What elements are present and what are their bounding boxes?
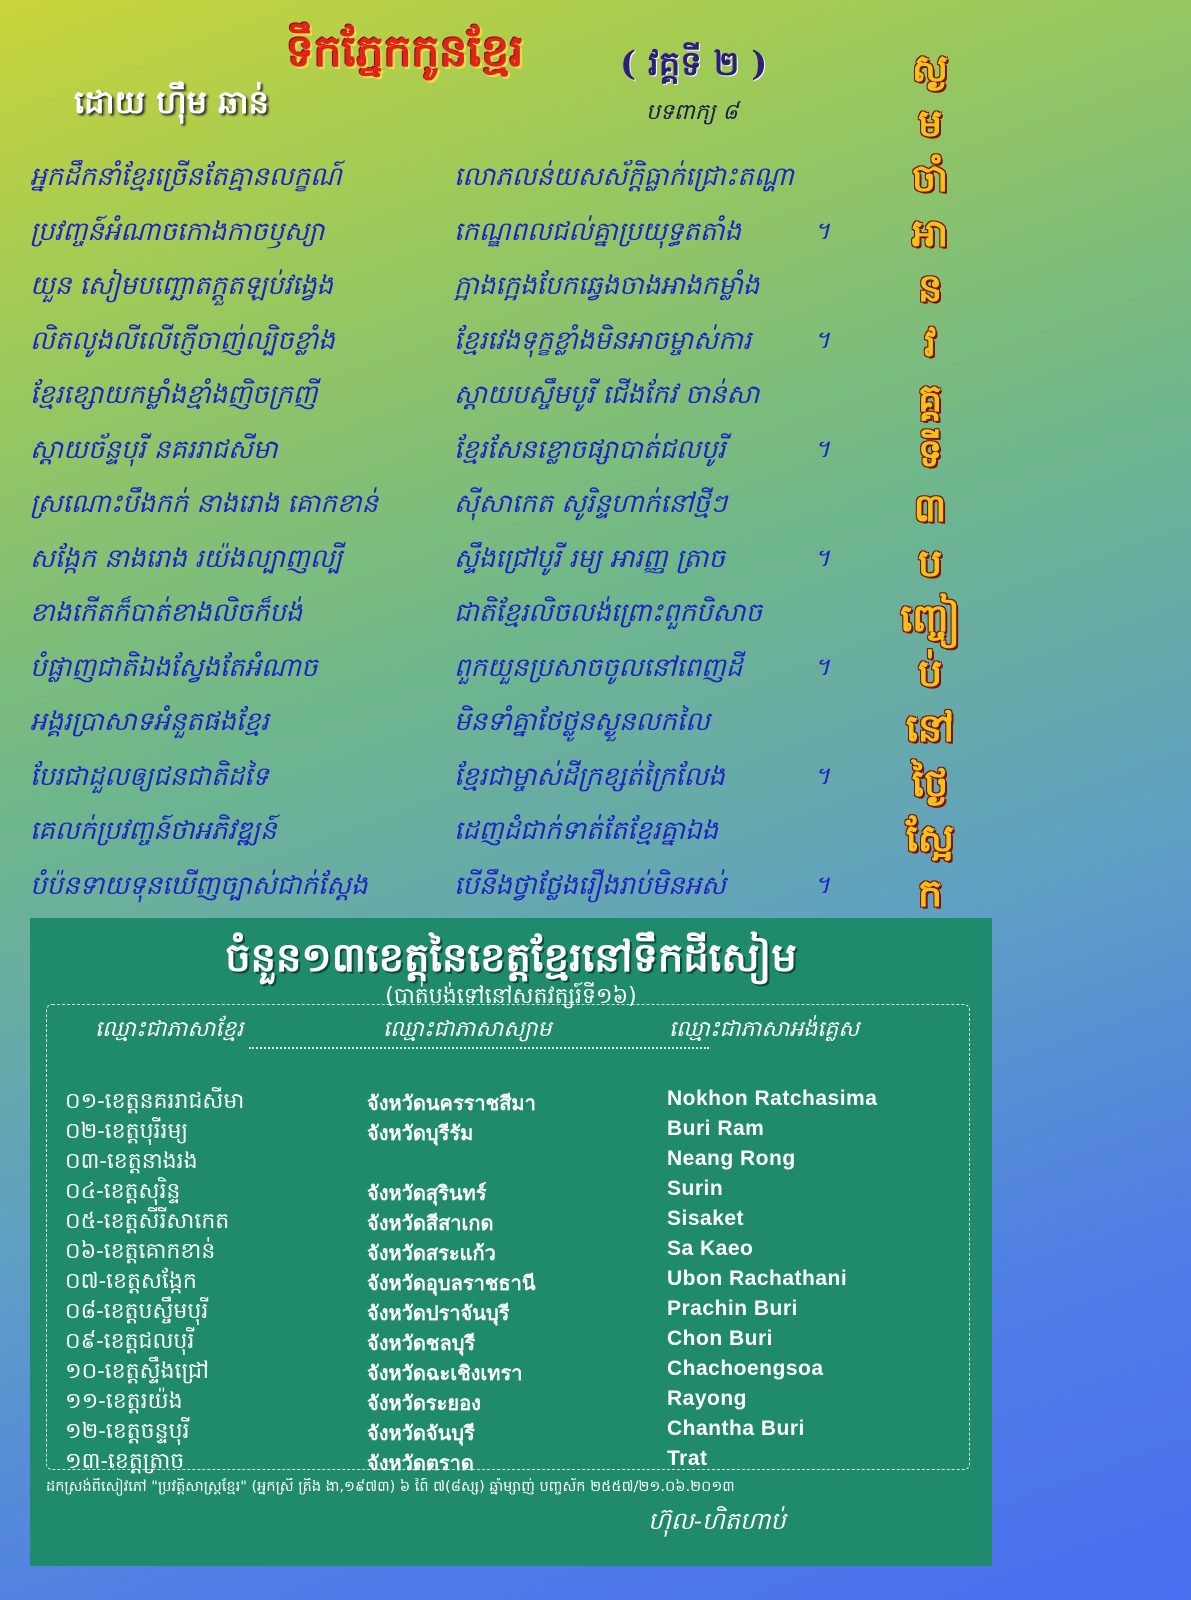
poem-line [30,861,860,916]
province-name-khmer: ០៥-ខេត្តសីរីសាកេត [65,1209,230,1234]
province-name-english: Chon Buri [667,1327,773,1350]
table-row [47,1297,969,1327]
poem-line-right: ស៊ីសាកេត សូរិន្ទហាក់នៅថ្មីៗ [454,489,727,520]
province-name-khmer: ០៦-ខេត្តគោកខាន់ [65,1239,216,1264]
table-row [47,1357,969,1387]
province-name-thai: จังหวัดสระแก้ว [367,1241,496,1265]
vertical-char: ទី [917,430,943,475]
poem-line-right: មិនទាំគ្នាថែថ្លូនស្ងួនលកលៃ [454,707,710,738]
province-rows [47,1087,969,1477]
panel-subtitle: (បាត់បង់ទៅនៅសតវត្សរ៍ទី១៦) [385,984,637,1009]
stanza-mark: ។ [814,871,830,900]
poem-line-left: បំប៉នទាយទុនឃើញច្បាស់ជាក់ស្តែង [30,870,368,901]
province-name-thai: จังหวัดชลบุรี [367,1331,476,1355]
poem-line [30,207,860,262]
poem-line-right: បើនឹងថ្វាថ្លែងរឿងរាប់មិនអស់ [454,870,726,901]
table-row [47,1087,969,1117]
poem-line-right: ដេញដំជាក់ទាត់តែខ្មែរគ្នាឯង [454,816,719,847]
province-name-thai: จังหวัดอุบลราชธานี [367,1271,536,1295]
province-name-khmer: ១១-ខេត្តរយ៉ង [65,1389,183,1414]
province-panel [30,918,992,1566]
table-row [47,1327,969,1357]
table-row [47,1147,969,1177]
poem-meter: បទពាក្យ ៨ [646,100,738,125]
vertical-char: ន [917,265,943,310]
vertical-announcement [880,40,980,920]
poem-line [30,752,860,807]
vertical-char: ស្អែ [905,815,955,860]
province-name-english: Neang Rong [667,1147,796,1170]
vertical-char: នៅ [905,705,955,750]
column-header-english: ឈ្មោះជាភាសាអង់គ្លេស [669,1017,860,1042]
poem-line [30,261,860,316]
poem-body [30,152,860,915]
poem-line [30,534,860,589]
poem-line [30,152,860,207]
province-name-thai: จังหวัดบุรีรัม [367,1121,474,1145]
poem-line-left: លិតលូងលីលើក្ញើចាញ់ល្បិចខ្លាំង [30,325,335,356]
province-name-english: Sa Kaeo [667,1237,754,1260]
poem-part-number: ( វគ្គទី ២ ) [620,44,768,84]
stanza-mark: ។ [814,544,830,573]
province-name-english: Trat [667,1447,708,1470]
province-name-khmer: ០១-ខេត្តនគររាជសីមា [65,1089,245,1114]
poem-line [30,697,860,752]
province-name-english: Ubon Rachathani [667,1267,848,1290]
poem-line-right: ស្ទឹងជ្រៅបូរី រម្យ អារញ្ញ ត្រាច [454,543,725,574]
vertical-char: អា [911,210,949,255]
vertical-char: ញ្ចៀ [900,595,960,640]
province-name-thai: จังหวัดจันบุรี [367,1421,475,1445]
poem-line [30,425,860,480]
province-name-english: Prachin Buri [667,1297,798,1320]
vertical-char: ចាំ [911,155,949,200]
poem-line-right: ខ្មែរវេងទុក្ខខ្លាំងមិនអាចម្ចាស់ការ [454,325,752,356]
table-row [47,1417,969,1447]
table-row [47,1117,969,1147]
province-name-khmer: ០៩-ខេត្តជលបុរី [65,1329,195,1354]
stanza-mark: ។ [814,762,830,791]
province-name-english: Sisaket [667,1207,745,1230]
poem-line-right: ខ្មែរសែនខ្លោចផ្សាបាត់ជលបូរី [454,434,726,465]
table-header [47,1015,969,1047]
poem-line-left: យួន សៀមបញ្ឆោតក្តួតឡប់វង្វេង [30,271,334,302]
poem-line [30,316,860,371]
province-name-khmer: ១០-ខេត្តស្ទឹងជ្រៅ [65,1359,209,1384]
poem-line-left: ខាងកើតក៏បាត់ខាងលិចក៏បង់ [30,598,303,629]
province-name-khmer: ១២-ខេត្តចន្ទបុរី [65,1419,190,1444]
province-name-english: Rayong [667,1387,748,1410]
province-name-english: Nokhon Ratchasima [667,1087,878,1110]
header-divider [249,1047,709,1049]
poem-line-left: អង្គរប្រាសាទអំនួតផងខ្មែរ [30,707,269,738]
table-row [47,1177,969,1207]
column-header-khmer: ឈ្មោះជាភាសាខ្មែរ [95,1017,244,1042]
vertical-char: ថ្ងៃ [911,760,949,805]
stanza-mark: ។ [814,653,830,682]
signature: ហ៊ុល-ហិតហាប់ [648,1507,786,1535]
poem-line-left: សង្កែក នាងរោង រយ៉ងល្បាញល្បី [30,543,343,574]
vertical-char: ម [917,100,943,145]
poem-line-right: ខ្មែរជាម្ចាស់ដីក្រខ្សត់ក្រៃលែង [454,761,725,792]
table-row [47,1267,969,1297]
poem-line-right: ក្អាងក្អេងបែកឆ្វេងចាងអាងកម្លាំង [454,271,760,302]
poem-line [30,370,860,425]
poem-line-left: បែរជាដួលឲ្យជនជាតិដទៃ [30,761,269,792]
poem-line-right: កេណ្ឌពលជល់គ្នាប្រយុទ្ធតតាំង [454,216,742,247]
poem-line [30,643,860,698]
province-name-english: Chantha Buri [667,1417,805,1440]
province-name-thai: จังหวัดฉะเชิงเทรา [367,1361,523,1385]
vertical-char: ស្ង [911,45,949,90]
province-name-khmer: ០៤-ខេត្តសុរិន្ទ [65,1179,181,1204]
poem-line-left: ខ្មែរខ្សោយកម្លាំងខ្មាំងញិចក្រញី [30,380,318,411]
province-name-thai: จังหวัดปราจันบุรี [367,1301,510,1325]
poem-line-left: គេលក់ប្រវញ្ចន៍ថាអភិវឌ្ឍន៍ [30,816,277,847]
vertical-char: វ [923,320,937,365]
poem-author: ដោយ ហ៊ឹម ឆាន់ [74,83,269,121]
table-row [47,1237,969,1267]
poem-line-left: ស្តាយច័ន្ទបុរី នគររាជសីមា [30,434,278,465]
table-row [47,1447,969,1477]
table-row [47,1387,969,1417]
poem-line-left: ប្រវញ្ចន៍អំណាចកោងកាចឫស្យា [30,216,325,247]
panel-title: ចំនួន១៣ខេត្តនៃខេត្តខ្មែរនៅទឹកដីសៀម [225,934,797,981]
poem-line-right: ជាតិខ្មែរលិចលង់ព្រោះពួកបិសាច [454,598,762,629]
province-name-khmer: ០៣-ខេត្តនាងរង [65,1149,198,1174]
stanza-mark: ។ [814,435,830,464]
province-name-khmer: ០២-ខេត្តបុរីរម្យ [65,1119,189,1144]
province-table [46,1004,970,1475]
poem-line-left: ស្រណោះបឹងកក់ នាងរោង គោកខាន់ [30,489,379,520]
vertical-char: ក [917,870,943,915]
stanza-mark: ។ [814,217,830,246]
province-name-thai: จังหวัดสุรินทร์ [367,1181,487,1205]
province-name-khmer: ០៨-ខេត្តបស្ចឹមបុរី [65,1299,209,1324]
vertical-char: ប [917,540,943,585]
province-name-thai: จังหวัดระยอง [367,1391,481,1415]
vertical-char: ៣ [913,485,947,530]
province-name-khmer: ០៧-ខេត្តសង្កែក [65,1269,197,1294]
table-row [47,1207,969,1237]
poem-line-left: អ្នកដឹកនាំខ្មែរច្រើនតែគ្មានលក្ខណ៍ [30,162,342,193]
province-name-thai: จังหวัดสีสาเกด [367,1211,494,1235]
source-note: ដកស្រង់ពីសៀវភៅ "ប្រវត្តិសាស្ត្រខ្មែរ" (អ្នកស្រី ត្រឹង ងា,១៩៧៣) ៦ ពៃ៍ ៧(៨ស្ស) ឆ្នាំម្សាញ់ បញ្ចស័ក ២៥៥៧/២១.០៦.២០១៣ [46,1479,735,1495]
province-name-english: Chachoengsoa [667,1357,824,1380]
stanza-mark: ។ [814,326,830,355]
column-header-thai: ឈ្មោះជាភាសាស្យាម [383,1017,552,1042]
poem-title: ទឹកភ្នែកកូនខ្មែរ [286,26,524,77]
province-name-english: Buri Ram [667,1117,765,1140]
province-name-thai: จังหวัดตราด [367,1451,474,1475]
poem-line-right: ស្តាយបស្ចឹមបូរី ជើងកែវ ចាន់សា [454,380,760,411]
province-name-khmer: ១៣-ខេត្តត្រាច [65,1449,185,1474]
poem-line [30,588,860,643]
poem-line [30,479,860,534]
vertical-char: ប់ [917,650,943,695]
vertical-char: គ្គ [917,375,943,420]
poem-line-right: លោភលន់យសស័ក្តិធ្លាក់ជ្រោះតណ្ហា [454,162,794,193]
province-name-english: Surin [667,1177,724,1200]
province-name-thai: จังหวัดนครราชสีมา [367,1091,536,1115]
poem-line [30,806,860,861]
poem-line-left: បំផ្លាញជាតិឯងស្វែងតែអំណាច [30,652,318,683]
poem-line-right: ពួកយួនប្រសាចចូលនៅពេញដី [454,652,743,683]
